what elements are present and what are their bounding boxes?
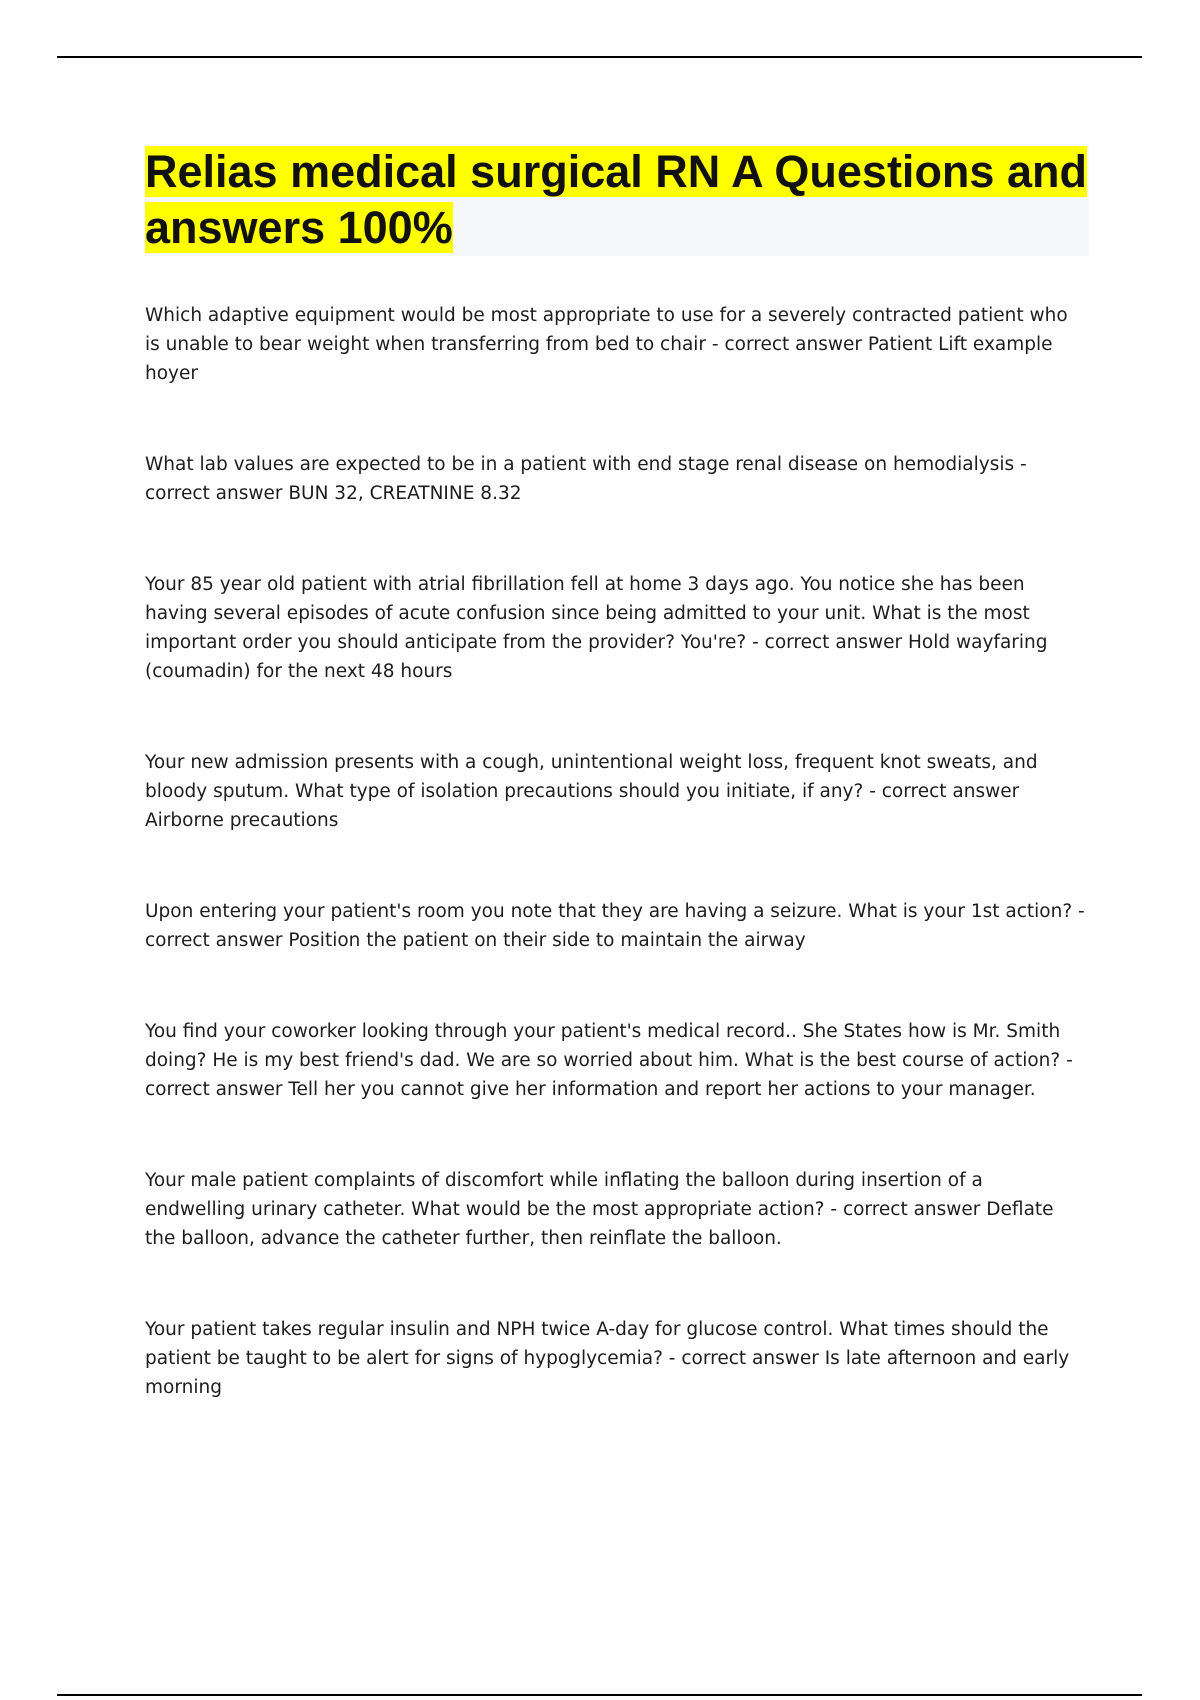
header-rule xyxy=(57,56,1142,58)
qa-item: Your 85 year old patient with atrial fibrillation fell at home 3 days ago. You notice she has been having several episodes of acute confusion since being admitted to your unit. What is the most important order you should anticipate from the provider? You're? - correct answer Hold wayfaring (coumadin) for the next 48 hours xyxy=(145,574,1048,682)
qa-item: Your new admission presents with a cough, unintentional weight loss, frequent knot sweats, and bloody sputum. What type of isolation precautions should you initiate, if any? - correct answer Airborne precautions xyxy=(145,752,1038,831)
document-title-highlight: Relias medical surgical RN A Questions and answers 100% xyxy=(145,146,1087,253)
footer-rule xyxy=(57,1694,1142,1696)
qa-item: You find your coworker looking through your patient's medical record.. She States how is Mr. Smith doing? He is my best friend's dad. We are so worried about him. What is the best course of action? - correct answer Tell her you cannot give her information and report her actions to your manager. xyxy=(145,1021,1073,1100)
document-title xyxy=(145,144,1089,256)
title-block xyxy=(145,144,1089,256)
qa-list xyxy=(145,301,1085,1402)
qa-item: Upon entering your patient's room you note that they are having a seizure. What is your 1st action? - correct answer Position the patient on their side to maintain the airway xyxy=(145,901,1085,951)
qa-item: Your patient takes regular insulin and NPH twice A-day for glucose control. What times should the patient be taught to be alert for signs of hypoglycemia? - correct answer Is late afternoon and early morning xyxy=(145,1319,1070,1398)
qa-item: Which adaptive equipment would be most appropriate to use for a severely contracted patient who is unable to bear weight when transferring from bed to chair - correct answer Patient Lift example hoyer xyxy=(145,305,1068,384)
qa-item: Your male patient complaints of discomfort while inflating the balloon during insertion of a endwelling urinary catheter. What would be the most appropriate action? - correct answer Deflate the balloon, advance the catheter further, then reinflate the balloon. xyxy=(145,1170,1054,1249)
qa-item: What lab values are expected to be in a patient with end stage renal disease on hemodialysis - correct answer BUN 32, CREATNINE 8.32 xyxy=(145,454,1027,504)
